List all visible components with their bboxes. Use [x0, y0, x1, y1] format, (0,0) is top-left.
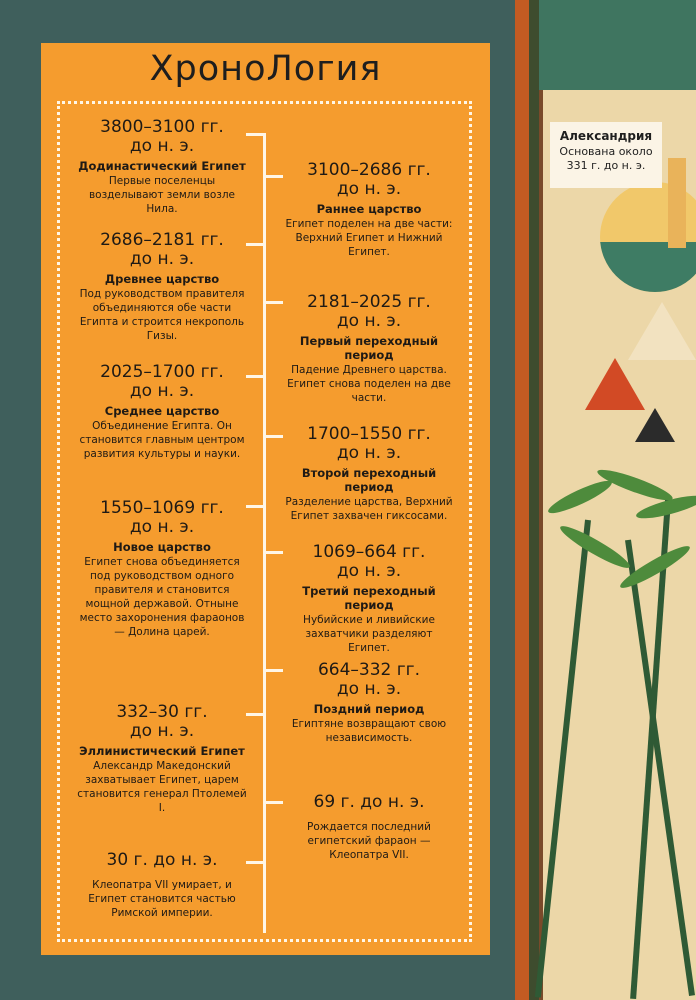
entry-date: 30 г. до н. э. — [106, 850, 218, 870]
entry-date: 3800–3100 гг. — [100, 117, 224, 137]
entry-date: 2181–2025 гг. — [307, 292, 431, 312]
entry-date-era: до н. э. — [129, 136, 195, 156]
decorative-border — [529, 0, 539, 1000]
timeline-tick — [246, 505, 266, 508]
entry-date: 3100–2686 гг. — [307, 160, 431, 180]
timeline-entry — [284, 293, 454, 405]
entry-date: 1700–1550 гг. — [307, 424, 431, 444]
entry-description: Первые поселенцы возделывают земли возле Нила. — [88, 175, 236, 215]
entry-date-era: до н. э. — [336, 443, 402, 463]
entry-era: Новое царство — [113, 540, 211, 554]
entry-date-era: до н. э. — [336, 561, 402, 581]
timeline-tick — [246, 713, 266, 716]
entry-date: 2686–2181 гг. — [100, 230, 224, 250]
entry-date: 1550–1069 гг. — [100, 498, 224, 518]
timeline-entry — [77, 851, 247, 920]
entry-era: Эллинистический Египет — [79, 744, 245, 758]
timeline-panel — [41, 43, 490, 955]
timeline-entry — [284, 543, 454, 655]
timeline-tick — [246, 243, 266, 246]
entry-era: Среднее царство — [104, 404, 220, 418]
timeline-tick — [246, 133, 266, 136]
entry-date-era: до н. э. — [129, 381, 195, 401]
timeline-spine — [263, 133, 266, 933]
entry-date: 664–332 гг. — [317, 660, 421, 680]
timeline-tick — [263, 551, 283, 554]
sea-illustration — [539, 0, 696, 90]
timeline-tick — [263, 175, 283, 178]
timeline-tick — [246, 375, 266, 378]
entry-era: Древнее царство — [104, 272, 220, 286]
entry-era: Третий переходный период — [302, 584, 436, 612]
timeline-entry — [284, 425, 454, 523]
entry-date: 332–30 гг. — [116, 702, 208, 722]
timeline-tick — [263, 435, 283, 438]
timeline-entry — [77, 231, 247, 343]
lighthouse-icon — [668, 158, 686, 248]
entry-era: Второй переходный период — [301, 466, 437, 494]
pyramid-icon — [628, 302, 696, 360]
entry-description: Египтяне возвращают свою независимость. — [291, 718, 447, 744]
entry-date: 69 г. до н. э. — [313, 792, 425, 812]
entry-era: Раннее царство — [316, 202, 422, 216]
entry-description: Объединение Египта. Он становится главным центром развития культуры и науки. — [79, 420, 245, 460]
water-illustration — [600, 242, 696, 292]
entry-date-era: до н. э. — [129, 517, 195, 537]
entry-description: Рождается последний египетский фараон — Клеопатра VII. — [307, 821, 431, 861]
entry-era: Додинастический Египет — [78, 159, 246, 173]
entry-date: 1069–664 гг. — [312, 542, 426, 562]
decorative-strip — [515, 0, 529, 1000]
entry-date: 2025–1700 гг. — [100, 362, 224, 382]
entry-description: Египет поделен на две части: Верхний Египет и Нижний Египет. — [285, 218, 453, 258]
entry-date-era: до н. э. — [336, 311, 402, 331]
entry-date-era: до н. э. — [336, 179, 402, 199]
entry-description: Под руководством правителя объединяются обе части Египта и строится некрополь Гизы. — [79, 288, 245, 342]
timeline-tick — [263, 669, 283, 672]
timeline-entry — [284, 161, 454, 259]
alexandria-label-title: Александрия — [559, 129, 653, 143]
entry-description: Падение Древнего царства. Египет снова поделен на две части. — [287, 364, 451, 404]
timeline-tick — [263, 801, 283, 804]
entry-description: Египет снова объединяется под руководством одного правителя и становится мощной державой. Отныне место захоронения фараонов — Долина царей. — [79, 556, 245, 638]
entry-era: Поздний период — [313, 702, 425, 716]
timeline-tick — [246, 861, 266, 864]
entry-date-era: до н. э. — [336, 679, 402, 699]
entry-era: Первый переходный период — [299, 334, 439, 362]
entry-description: Александр Македонский захватывает Египет, царем становится генерал Птолемей I. — [77, 760, 247, 814]
timeline-entry — [284, 793, 454, 862]
timeline-entry — [284, 661, 454, 745]
pyramid-icon — [585, 358, 645, 410]
decorative-line — [539, 90, 543, 1000]
timeline-entry — [77, 363, 247, 461]
timeline-entry — [77, 118, 247, 216]
timeline-tick — [263, 301, 283, 304]
entry-description: Клеопатра VII умирает, и Египет становится частью Римской империи. — [88, 879, 236, 919]
entry-date-era: до н. э. — [129, 249, 195, 269]
pyramid-icon — [635, 408, 675, 442]
entry-description: Нубийские и ливийские захватчики разделяют Египет. — [303, 614, 435, 654]
page-title: ХроноЛогия — [149, 49, 382, 89]
entry-description: Разделение царства, Верхний Египет захвачен гиксосами. — [285, 496, 453, 522]
timeline-entry — [77, 499, 247, 639]
entry-date-era: до н. э. — [129, 721, 195, 741]
timeline-entry — [77, 703, 247, 815]
alexandria-label-text: Основана около 331 г. до н. э. — [559, 145, 653, 172]
